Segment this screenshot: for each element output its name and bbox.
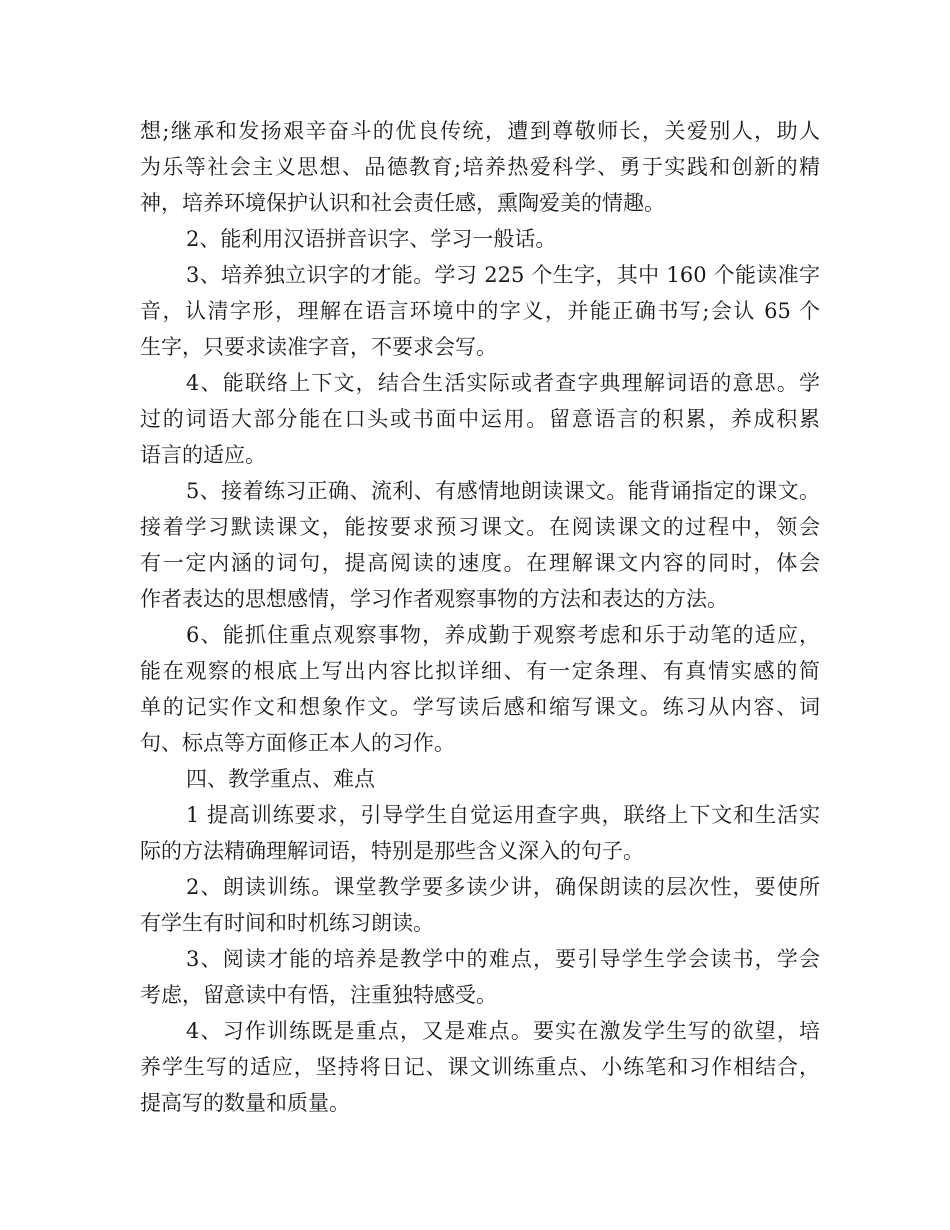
text-line: 想;继承和发扬艰辛奋斗的优良传统，遭到尊敬师长，关爱别人，助人 bbox=[140, 119, 820, 143]
text-line: 有学生有时间和时机练习朗读。 bbox=[140, 911, 434, 935]
text-line: 作者表达的思想感情，学习作者观察事物的方法和表达的方法。 bbox=[140, 587, 728, 611]
text-line: 3、培养独立识字的才能。学习 225 个生字，其中 160 个能读准字 bbox=[186, 263, 820, 287]
text-line: 生字，只要求读准字音，不要求会写。 bbox=[140, 335, 497, 359]
text-line: 6、能抓住重点观察事物，养成勤于观察考虑和乐于动笔的适应， bbox=[186, 623, 820, 647]
text-line: 养学生写的适应，坚持将日记、课文训练重点、小练笔和习作相结合， bbox=[140, 1055, 820, 1079]
text-line: 语言的适应。 bbox=[140, 443, 266, 467]
text-line: 能在观察的根底上写出内容比拟详细、有一定条理、有真情实感的简 bbox=[140, 659, 820, 683]
text-line: 单的记实作文和想象作文。学写读后感和缩写课文。练习从内容、词 bbox=[140, 695, 820, 719]
text-line: 提高写的数量和质量。 bbox=[140, 1091, 350, 1115]
text-line: 为乐等社会主义思想、品德教育;培养热爱科学、勇于实践和创新的精 bbox=[140, 155, 820, 179]
text-line: 考虑，留意读中有悟，注重独特感受。 bbox=[140, 983, 497, 1007]
text-line: 句、标点等方面修正本人的习作。 bbox=[140, 731, 455, 755]
text-line: 4、能联络上下文，结合生活实际或者查字典理解词语的意思。学 bbox=[186, 371, 820, 395]
text-line: 2、朗读训练。课堂教学要多读少讲，确保朗读的层次性，要使所 bbox=[186, 875, 820, 899]
text-line: 1 提高训练要求，引导学生自觉运用查字典，联络上下文和生活实 bbox=[186, 803, 820, 827]
text-line: 音，认清字形，理解在语言环境中的字义，并能正确书写;会认 65 个 bbox=[140, 299, 820, 323]
text-line: 过的词语大部分能在口头或书面中运用。留意语言的积累，养成积累 bbox=[140, 407, 820, 431]
section-heading: 四、教学重点、难点 bbox=[186, 767, 375, 791]
text-line: 3、阅读才能的培养是教学中的难点，要引导学生学会读书，学会 bbox=[186, 947, 820, 971]
text-line: 4、习作训练既是重点，又是难点。要实在激发学生写的欲望，培 bbox=[186, 1019, 820, 1043]
text-line: 5、接着练习正确、流利、有感情地朗读课文。能背诵指定的课文。 bbox=[186, 479, 820, 503]
text-line: 2、能利用汉语拼音识字、学习一般话。 bbox=[186, 227, 557, 251]
text-line: 神，培养环境保护认识和社会责任感，熏陶爱美的情趣。 bbox=[140, 191, 665, 215]
text-line: 际的方法精确理解词语，特别是那些含义深入的句子。 bbox=[140, 839, 644, 863]
text-line: 有一定内涵的词句，提高阅读的速度。在理解课文内容的同时，体会 bbox=[140, 551, 820, 575]
text-line: 接着学习默读课文，能按要求预习课文。在阅读课文的过程中，领会 bbox=[140, 515, 820, 539]
